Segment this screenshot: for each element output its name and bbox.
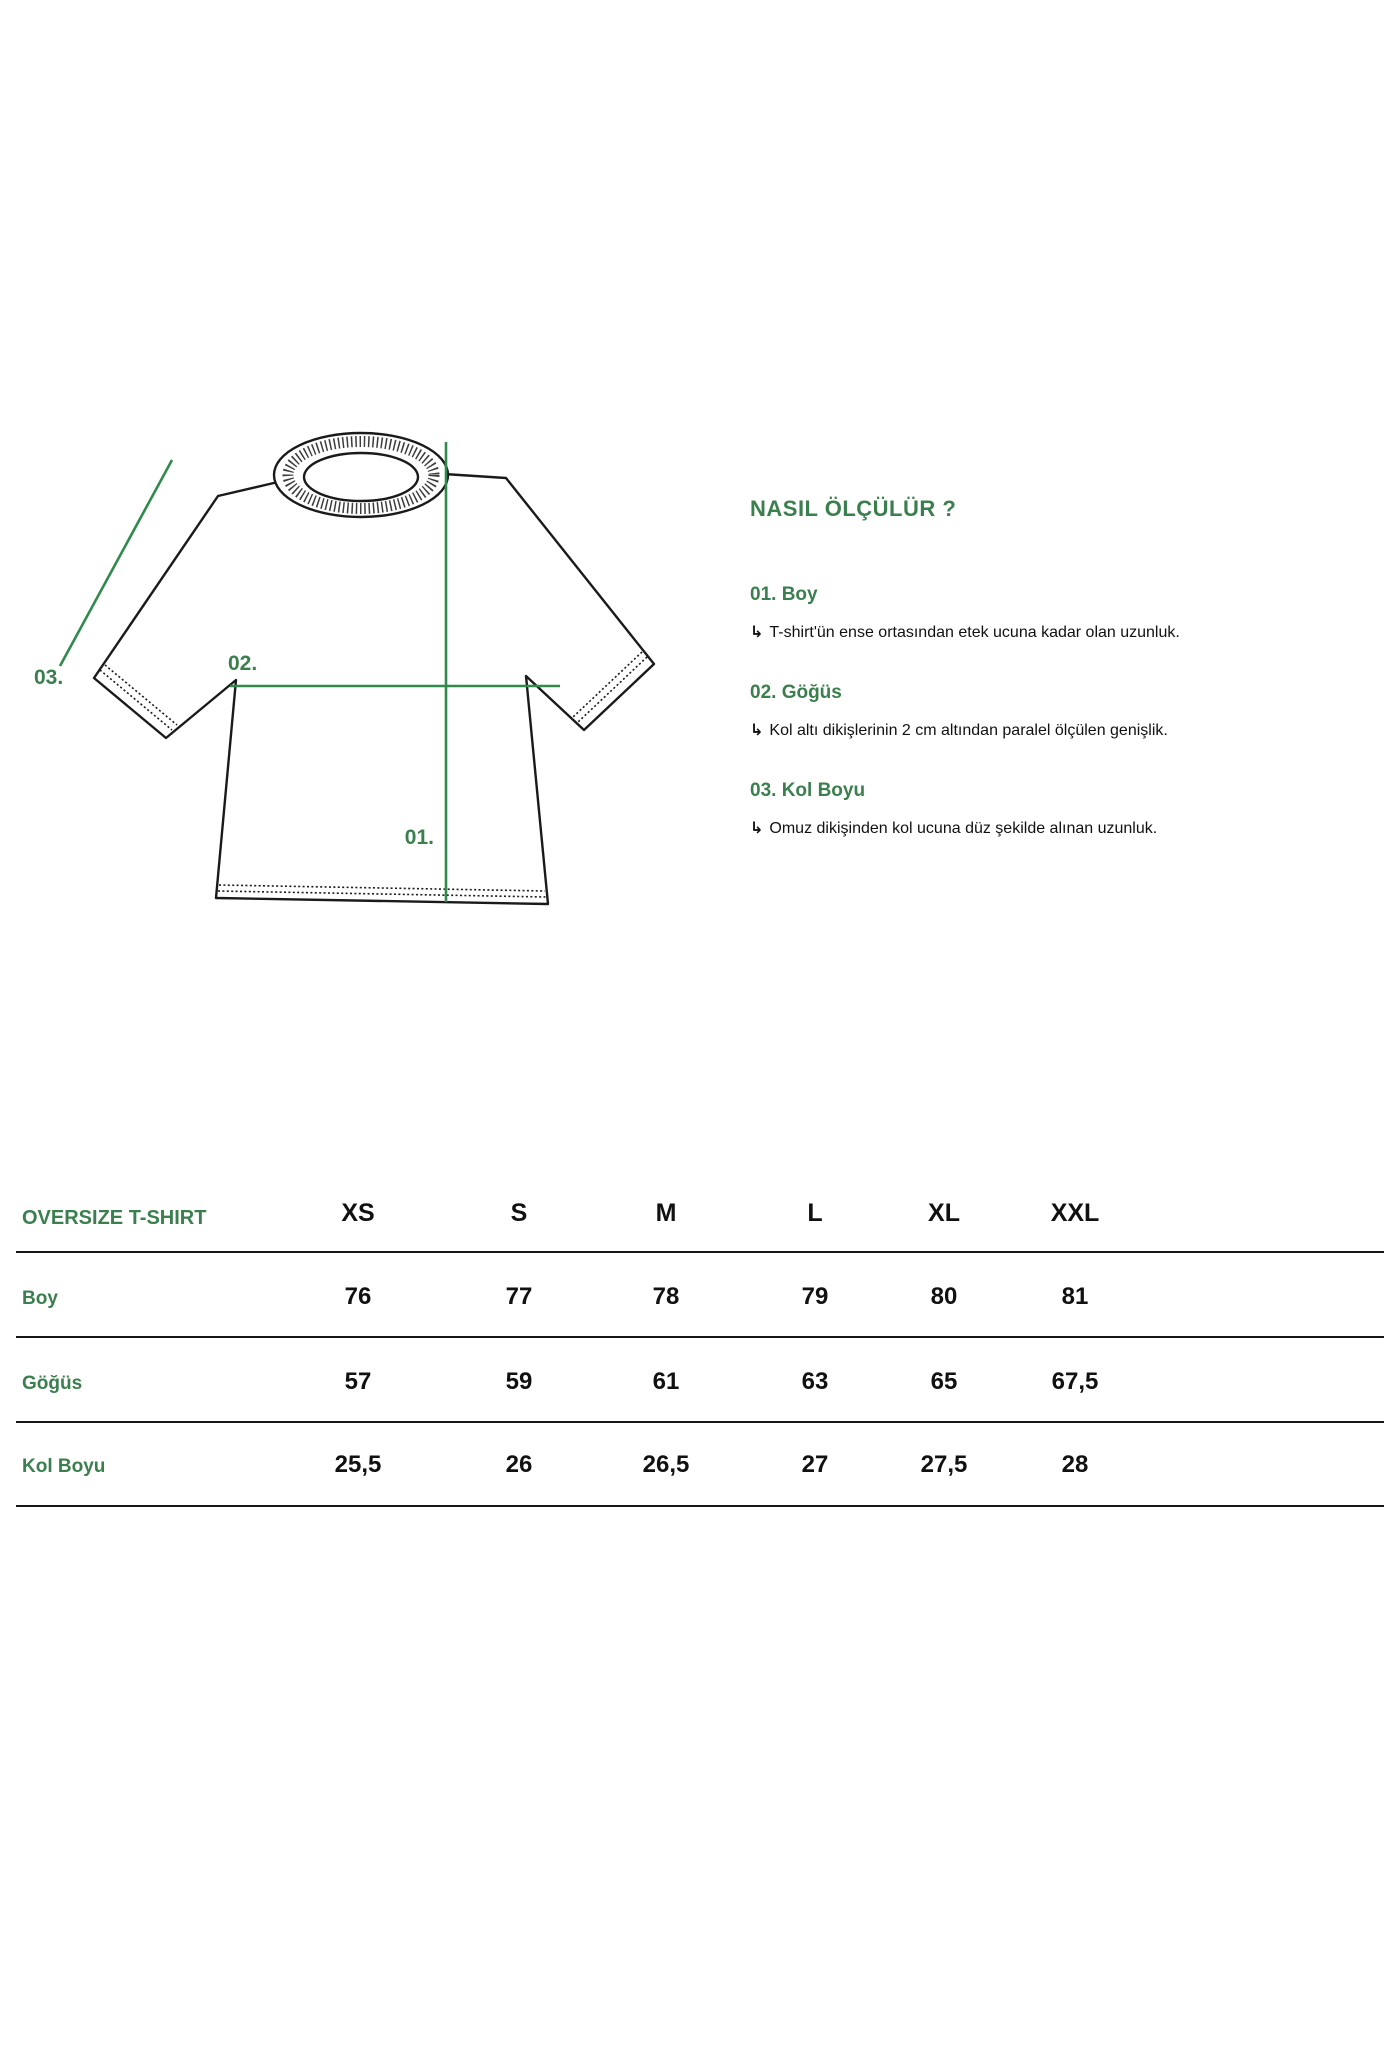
length-measure-label: 01. [404, 826, 434, 849]
table-cell: 80 [930, 1283, 958, 1310]
table-cell: 76 [344, 1283, 372, 1310]
table-cell: 57 [344, 1368, 372, 1395]
table-cell: 26,5 [642, 1451, 690, 1478]
table-cell: 28 [1061, 1451, 1089, 1478]
collar-band-inner [304, 453, 418, 501]
row-label-gogus: Göğüs [22, 1373, 83, 1394]
table-cell: 27,5 [920, 1451, 968, 1478]
chest-measure-label: 02. [228, 652, 258, 675]
table-cell: 77 [505, 1283, 533, 1310]
table-cell: 27 [801, 1451, 829, 1478]
guide-item-title: 01. Boy [750, 584, 818, 605]
size-column-header: S [510, 1199, 528, 1227]
tshirt-outline [94, 474, 654, 904]
size-column-header: XL [928, 1199, 960, 1227]
table-divider [16, 1505, 1384, 1507]
size-column-header: L [807, 1199, 823, 1227]
table-cell: 79 [801, 1283, 829, 1310]
guide-item-chest [750, 682, 1370, 740]
table-cell: 61 [652, 1368, 680, 1395]
table-divider [16, 1336, 1384, 1338]
guide-item-text: Omuz dikişinden kol ucuna düz şekilde alınan uzunluk. [769, 820, 1158, 837]
measure-guide [750, 496, 1370, 838]
table-cell: 26 [505, 1451, 533, 1478]
table-cell: 78 [652, 1283, 680, 1310]
return-arrow-icon: ↳ [750, 622, 764, 641]
guide-item-description [750, 720, 1370, 740]
size-column-header: M [655, 1199, 677, 1227]
row-label-kol-boyu: Kol Boyu [22, 1456, 106, 1477]
guide-item-sleeve [750, 780, 1370, 838]
guide-item-length [750, 584, 1370, 642]
table-cell: 25,5 [334, 1451, 382, 1478]
guide-heading: NASIL ÖLÇÜLÜR ? [750, 496, 957, 521]
guide-item-title: 03. Kol Boyu [750, 780, 866, 801]
guide-item-description [750, 818, 1370, 838]
size-column-header: XXL [1050, 1199, 1100, 1227]
guide-item-text: T-shirt'ün ense ortasından etek ucuna kadar olan uzunluk. [769, 624, 1180, 641]
table-cell: 67,5 [1051, 1368, 1099, 1395]
return-arrow-icon: ↳ [750, 720, 764, 739]
tshirt-measurement-diagram [20, 420, 680, 980]
sleeve-measure-label: 03. [34, 666, 64, 689]
table-cell: 81 [1061, 1283, 1089, 1310]
guide-item-title: 02. Göğüs [750, 682, 842, 703]
return-arrow-icon: ↳ [750, 818, 764, 837]
guide-item-text: Kol altı dikişlerinin 2 cm altından paralel ölçülen genişlik. [769, 722, 1168, 739]
table-cell: 59 [505, 1368, 533, 1395]
guide-item-description [750, 622, 1370, 642]
row-label-boy: Boy [22, 1288, 58, 1309]
table-divider [16, 1421, 1384, 1423]
table-cell: 63 [801, 1368, 829, 1395]
size-column-header: XS [341, 1199, 375, 1227]
product-label: OVERSIZE T-SHIRT [22, 1207, 207, 1229]
table-cell: 65 [930, 1368, 958, 1395]
table-divider [16, 1251, 1384, 1253]
